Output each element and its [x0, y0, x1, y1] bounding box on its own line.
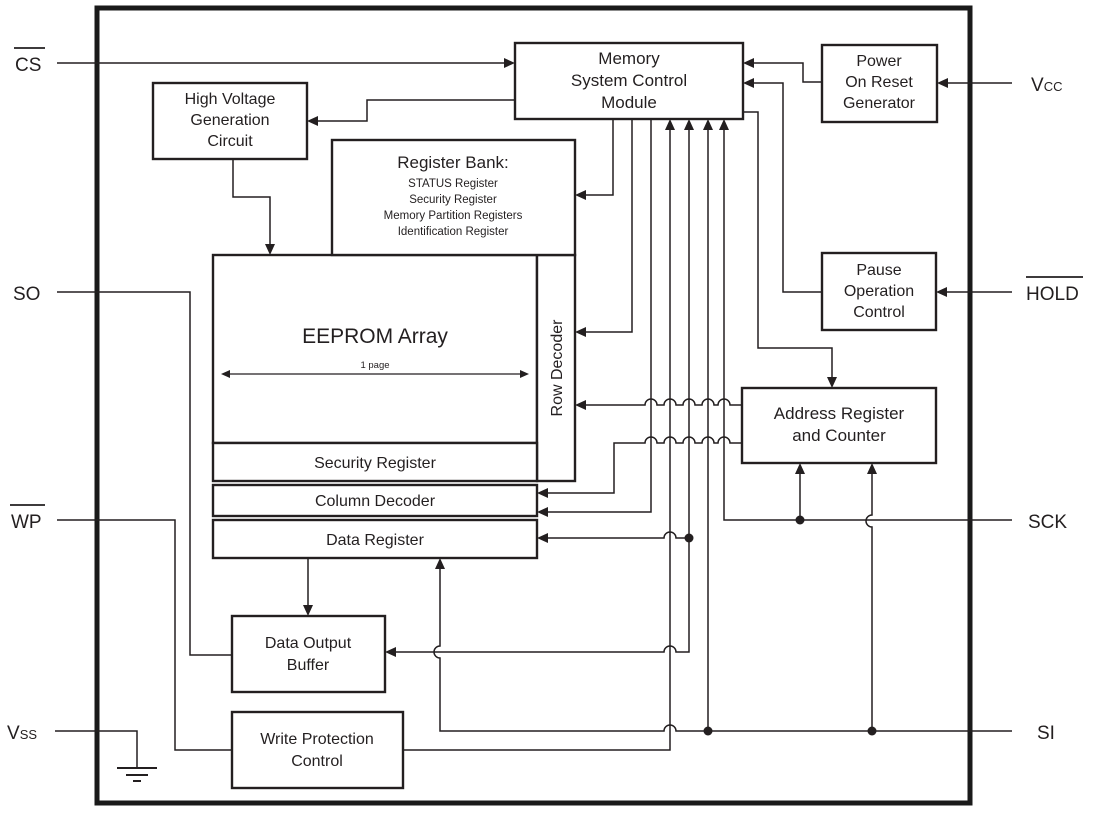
wire-por-to-mscm	[754, 63, 822, 82]
wire-address-bus-to-column-decoder	[548, 437, 742, 493]
arrow-icon	[435, 558, 445, 569]
row-decoder-label: Row Decoder	[549, 319, 566, 417]
arrow-icon	[575, 190, 586, 200]
eeprom-array-label: EEPROM Array	[302, 325, 448, 348]
wire-hvgc-to-eeprom	[233, 159, 270, 244]
wire-bus-to-data-register	[548, 532, 689, 538]
power-on-reset-label: On Reset	[845, 74, 913, 91]
arrow-icon	[537, 533, 548, 543]
arrow-icon	[795, 463, 805, 474]
register-bank-item: STATUS Register	[408, 178, 498, 190]
arrow-icon	[703, 119, 713, 130]
write-protection-label: Control	[291, 753, 343, 770]
wire-pause-to-mscm	[754, 83, 822, 292]
pin-sck: SCK	[1028, 512, 1068, 533]
wire-si-main	[434, 569, 1012, 731]
pin-vss: VSS	[7, 723, 38, 744]
memory-system-control-label: Module	[601, 93, 657, 112]
junction-dot	[868, 727, 877, 736]
arrow-icon	[307, 116, 318, 126]
arrow-icon	[937, 78, 948, 88]
address-register-label: Address Register	[773, 404, 905, 423]
pin-so: SO	[13, 284, 41, 305]
pause-operation-label: Control	[853, 304, 905, 321]
pause-operation-label: Pause	[856, 262, 902, 279]
arrow-icon	[537, 507, 548, 517]
arrow-icon	[537, 488, 548, 498]
eeprom-page-note: 1 page	[360, 360, 390, 371]
arrow-icon	[684, 119, 694, 130]
wire-mscm-to-register-bank	[586, 119, 613, 195]
register-bank-title: Register Bank:	[397, 153, 509, 172]
junction-dot	[685, 534, 694, 543]
memory-system-control-label: Memory	[598, 49, 660, 68]
pin-hold: HOLD	[1026, 284, 1079, 305]
pin-wp: WP	[11, 512, 42, 533]
pin-cs: CS	[15, 55, 42, 76]
pin-si: SI	[1037, 723, 1055, 744]
arrow-icon	[743, 78, 754, 88]
junction-dots	[685, 516, 877, 736]
data-register-label: Data Register	[326, 532, 424, 549]
high-voltage-label: Circuit	[207, 133, 253, 150]
junction-dot	[704, 727, 713, 736]
wire-mscm-to-address-register	[743, 112, 832, 377]
arrow-icon	[743, 58, 754, 68]
high-voltage-label: Generation	[190, 112, 270, 129]
write-protection-label: Write Protection	[260, 731, 374, 748]
security-register-label: Security Register	[314, 455, 436, 472]
arrow-icon	[827, 377, 837, 388]
write-protection-block	[232, 712, 403, 788]
pin-vcc: VCC	[1031, 75, 1063, 96]
arrow-icon	[504, 58, 515, 68]
high-voltage-label: High Voltage	[184, 91, 276, 108]
arrow-icon	[575, 327, 586, 337]
eeprom-array-block	[213, 255, 537, 443]
arrow-icon	[867, 463, 877, 474]
wire-mscm-to-hvgc	[318, 100, 515, 121]
register-bank-item: Memory Partition Registers	[383, 210, 523, 222]
address-register-label: and Counter	[792, 426, 886, 445]
arrow-icon	[575, 400, 586, 410]
arrow-icon	[265, 244, 275, 255]
wire-output-buffer-to-so	[57, 292, 232, 655]
arrow-icon	[719, 119, 729, 130]
arrow-icon	[385, 647, 396, 657]
blocks	[153, 43, 937, 788]
pause-operation-label: Operation	[843, 283, 915, 300]
junction-dot	[796, 516, 805, 525]
column-decoder-label: Column Decoder	[314, 493, 436, 510]
wire-address-bus-to-row-decoder	[586, 399, 742, 405]
power-on-reset-label: Generator	[842, 95, 916, 112]
memory-system-control-label: System Control	[570, 71, 688, 90]
register-bank-item: Security Register	[409, 194, 497, 206]
power-on-reset-label: Power	[856, 53, 902, 70]
data-output-buffer-block	[232, 616, 385, 692]
data-output-buffer-label: Data Output	[264, 635, 352, 652]
register-bank-item: Identification Register	[397, 226, 509, 238]
arrow-icon	[665, 119, 675, 130]
arrow-icon	[936, 287, 947, 297]
wire-mscm-to-row-decoder	[586, 119, 632, 332]
arrow-icon	[303, 605, 313, 616]
wire-si-to-address-register	[866, 474, 872, 731]
data-output-buffer-label: Buffer	[286, 657, 330, 674]
